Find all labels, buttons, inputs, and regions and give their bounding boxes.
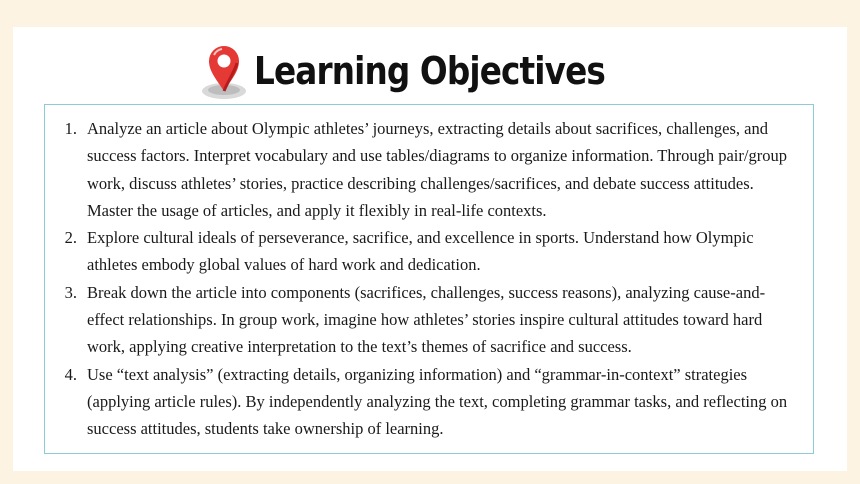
item-number: 2. xyxy=(64,228,77,248)
item-text: Use “text analysis” (extracting details, organizing information) and “grammar-in-context” strategies (applying article rules). By independently analyzing the text, completing grammar tasks, and reflecting on success attitudes, students take ownership of learning. xyxy=(87,364,788,439)
objectives-box xyxy=(44,104,814,454)
title-bar xyxy=(198,41,662,101)
page-title: Learning Objectives xyxy=(254,49,605,93)
item-text: Break down the article into components (sacrifices, challenges, success reasons), analyzing cause-and-effect relationships. In group work, imagine how athletes’ stories inspire cultural attitudes toward hard work, applying creative interpretation to the text’s themes of sacrifice and success. xyxy=(87,282,766,357)
list-item xyxy=(53,224,799,279)
objectives-list xyxy=(53,115,799,443)
location-pin-icon xyxy=(198,41,250,101)
item-number: 3. xyxy=(64,282,77,302)
list-item xyxy=(53,361,799,443)
list-item xyxy=(53,115,799,224)
item-number: 4. xyxy=(64,364,77,384)
list-item xyxy=(53,279,799,361)
item-number: 1. xyxy=(64,119,77,138)
item-text: Analyze an article about Olympic athletes’ journeys, extracting details about sacrifices, challenges, and success factors. Interpret vocabulary and use tables/diagrams to organize information. Through pair/group work, discuss athletes’ stories, practice describing challenges/sacrifices, and debate success attitudes. Master the usage of articles, and apply it flexibly in real-life contexts. xyxy=(87,119,787,220)
item-text: Explore cultural ideals of perseverance, sacrifice, and excellence in sports. Understand how Olympic athletes embody global values of hard work and dedication. xyxy=(87,228,754,275)
